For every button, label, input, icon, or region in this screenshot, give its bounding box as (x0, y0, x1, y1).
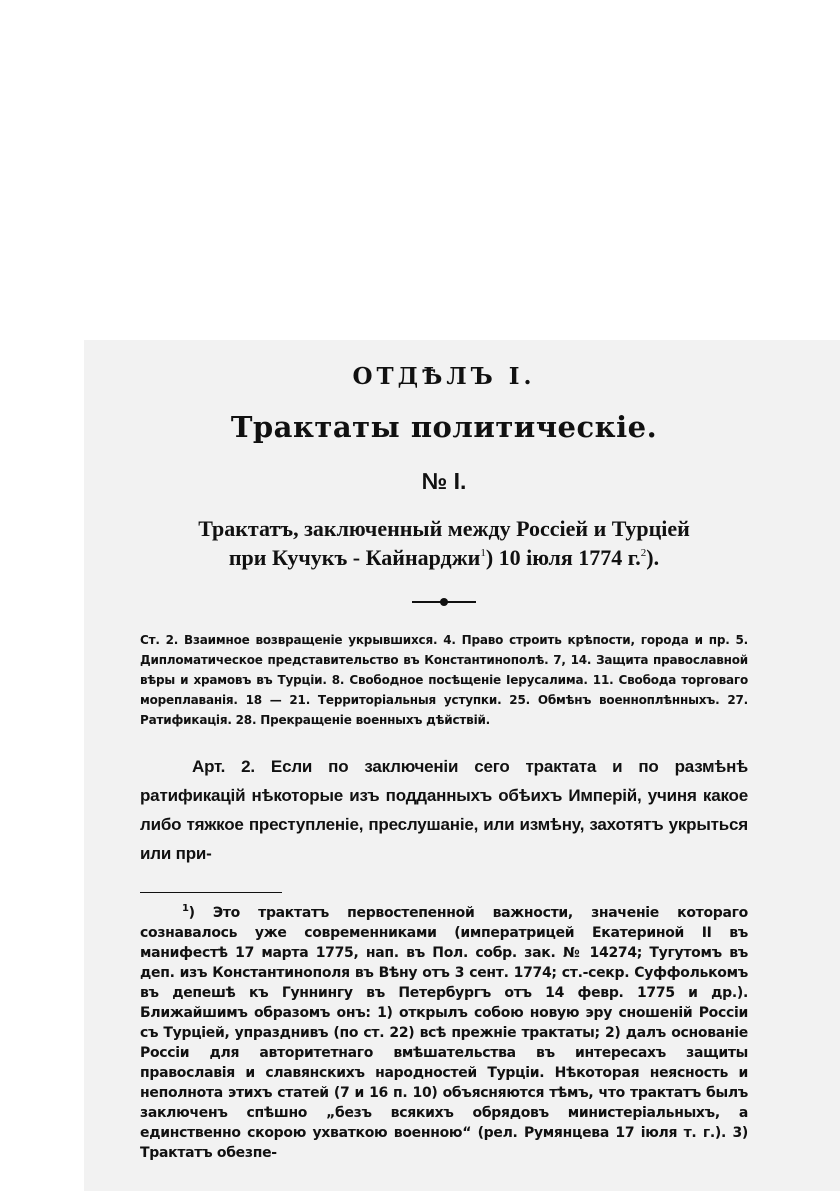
ornament-divider (140, 596, 748, 608)
ornament-dot (440, 598, 448, 606)
document-number: № I. (421, 468, 467, 494)
footnote-1-marker: 1 (182, 903, 189, 914)
footnote-1-text: ) Это трактатъ первостепенной важности, значеніе котораго сознавалось уже современниками (императрицей Екатериной II въ манифестѣ 17 марта 1775, нап. въ Пол. собр. зак. № 14274; Тугутомъ въ деп. изъ Константинополя въ Вѣну отъ 3 сент. 1774; ст.-секр. Суффолькомъ въ депешѣ къ Гуннингу въ Петербургъ отъ 14 февр. 1775 и др.). Ближайшимъ образомъ онъ: 1) открылъ собою новую эру сношеній Россіи съ Турціей, упразднивъ (по ст. 22) всѣ прежніе трактаты; 2) далъ основаніе Россіи для авторитетнаго вмѣшательства въ интересахъ защиты православія и славянскихъ народностей Турціи. Нѣкоторая неясность и неполнота этихъ статей (7 и 16 п. 10) объясняются тѣмъ, что трактатъ былъ заключенъ спѣшно „безъ всякихъ обрядовъ министеріальныхъ, а единственно скорою ухваткою военною“ (рел. Румянцева 17 іюля т. г.). 3) Трактатъ обезпе- (140, 905, 748, 1161)
part-title: Трактаты политическіе. (230, 410, 658, 444)
treaty-title-line2: при Кучукъ - Кайнарджи (228, 545, 481, 570)
page-content (140, 362, 748, 1163)
treaty-title-line2-rest: ) 10 іюля 1774 г. (485, 545, 641, 570)
footnote-rule (140, 892, 282, 893)
treaty-title-footnote-ref-1: 1 (480, 547, 486, 559)
treaty-title-line1: Трактатъ, заключенный между Россіей и Турціей (198, 516, 690, 541)
treaty-title (140, 514, 748, 572)
article-2-text: Арт. 2. Если по заключеніи сего трактата и по размѣнѣ ратификацій нѣкоторые изъ подданныхъ обѣихъ Имперій, учиня какое либо тяжкое преступленіе, преслушаніе, или измѣну, захотятъ укрыться или при- (140, 757, 748, 863)
section-heading: ОТДѢЛЪ I. (352, 363, 536, 390)
treaty-title-end: ). (646, 545, 660, 570)
footnote-1 (140, 903, 748, 1163)
article-summary: Ст. 2. Взаимное возвращеніе укрывшихся. 4. Право строить крѣпости, города и пр. 5. Дипломатическое представительство въ Константинополѣ. 7, 14. Защита православной вѣры и храмовъ въ Турціи. 8. Свободное посѣщеніе Іерусалима. 11. Свобода торговаго мореплаванія. 18 — 21. Территоріальныя уступки. 25. Обмѣнъ военноплѣнныхъ. 27. Ратификація. 28. Прекращеніе военныхъ дѣйствій. (140, 633, 748, 727)
treaty-title-footnote-ref-2: 2 (640, 547, 647, 559)
